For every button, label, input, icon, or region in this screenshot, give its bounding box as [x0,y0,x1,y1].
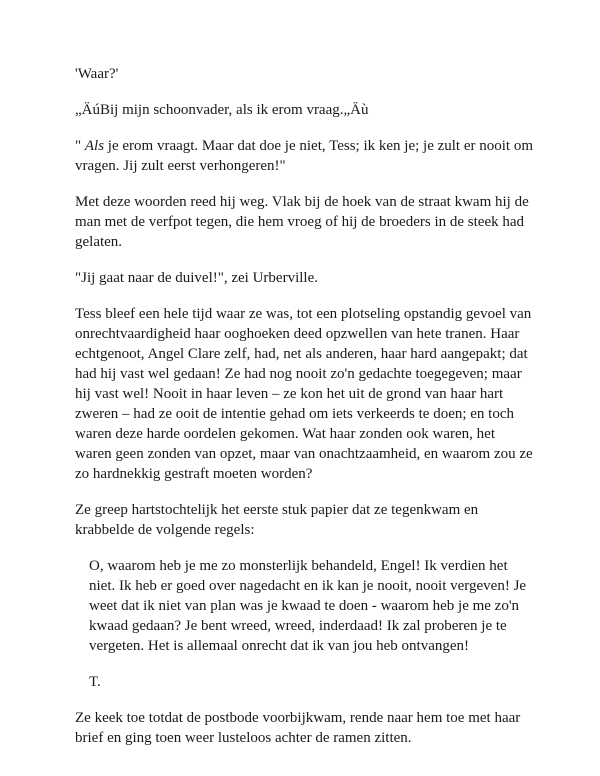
dialogue-devil: "Jij gaat naar de duivel!", zei Urberville. [75,270,318,286]
narration-tess-injustice: Tess bleef een hele tijd waar ze was, tot een plotseling opstandig gevoel van onrechtvaardigheid haar ooghoeken deed opzwellen van hete tranen. Haar echtgenoot, Angel Clare zelf, had, net als anderen, haar hard aangepakt; dat had hij vast wel gedaan! Ze had nog nooit zo'n gedachte toegegeven; maar hij vast wel! Nooit in haar leven – ze kon het uit de grond van haar hart zweren – had ze ooit de intentie gehad om iets verkeerds te doen; en toch waren deze harde oordelen gekomen. Wat haar zonden ook waren, het waren geen zonden van opzet, maar van onachtzaamheid, en waarom zou ze zo hardnekkig gestraft moeten worden? [75,306,533,482]
narration-rode-away: Met deze woorden reed hij weg. Vlak bij de hoek van de straat kwam hij de man met de verfpot tegen, die hem vroeg of hij de broeders in de steek had gelaten. [75,194,529,250]
narration-scribbled: Ze greep hartstochtelijk het eerste stuk papier dat ze tegenkwam en krabbelde de volgende regels: [75,502,479,538]
document-page [75,64,535,764]
dialogue-lead: " [75,138,85,154]
dialogue-rest: je erom vraagt. Maar dat doe je niet, Tess; ik ken je; je zult er nooit om vragen. Jij zult eerst verhongeren!" [75,138,534,174]
dialogue-father-in-law: „ÄúBij mijn schoonvader, als ik erom vraag.„Äù [75,102,369,118]
dialogue-where: 'Waar?' [75,66,119,82]
letter-text: O, waarom heb je me zo monsterlijk behandeld, Engel! Ik verdien het niet. Ik heb er goed over nagedacht en ik kan je nooit, nooit vergeven! Je weet dat ik niet van plan was je kwaad te doen - waarom heb je me zo'n kwaad gedaan? Je bent wreed, wreed, inderdaad! Ik zal proberen je te vergeten. Het is allemaal onrecht dat ik van jou heb ontvangen! [89,558,527,654]
letter-signature: T. [89,674,101,690]
narration-postman: Ze keek toe totdat de postbode voorbijkwam, rende naar hem toe met haar brief en ging toen weer lusteloos achter de ramen zitten. [75,710,521,746]
dialogue-if-you-ask [75,136,535,176]
emphasis-als: Als [84,138,105,154]
